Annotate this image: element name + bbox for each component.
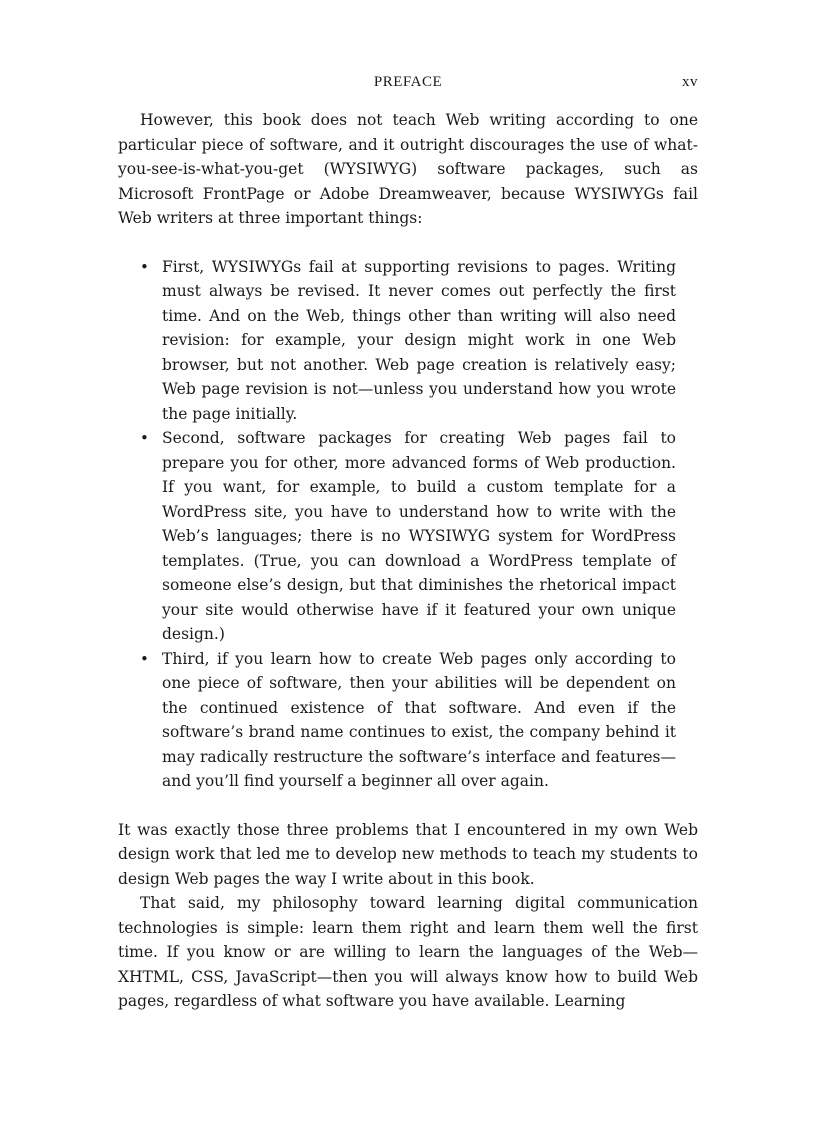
chapter-title: PREFACE	[373, 74, 443, 90]
paragraph-problems: It was exactly those three problems that I encountered in my own Web design work that led me to develop new methods to teach my students to design Web pages the way I write about in this book.	[118, 820, 698, 888]
paragraph-intro: However, this book does not teach Web writing according to one particular piece of software, and it outright discourages the use of what-you-see-is-what-you-get (WYSIWYG) software packages, such as Microsoft FrontPage or Adobe Dreamweaver, because WYSIWYGs fail Web writers at three important things:	[118, 111, 698, 227]
paragraph-philosophy: That said, my philosophy toward learning digital communication technologies is simple: learn them right and learn them well the first time. If you know or are willing to learn the languages of the Web—XHTML, CSS, JavaScript—then you will always know how to build Web pages, regardless of what software you have available. Learning	[118, 894, 698, 1010]
bullet-icon: •	[140, 649, 149, 668]
list-item	[140, 647, 676, 794]
list-item	[140, 255, 676, 427]
bullet-icon: •	[140, 257, 149, 276]
bullet-list	[118, 255, 698, 794]
list-item-text: Third, if you learn how to create Web pages only according to one piece of software, then your abilities will be dependent on the continued existence of that software. And even if the software’s brand name continues to exist, the company behind it may radically restructure the software’s interface and features—and you’ll find yourself a beginner all over again.	[162, 649, 676, 790]
running-head	[118, 74, 698, 96]
list-item	[140, 426, 676, 647]
page-number: xv	[682, 74, 698, 90]
list-item-text: Second, software packages for creating Web pages fail to prepare you for other, more advanced forms of Web production. If you want, for example, to build a custom template for a WordPress site, you have to understand how to write with the Web’s languages; there is no WYSIWYG system for WordPress templates. (True, you can download a WordPress template of someone else’s design, but that diminishes the rhetorical impact your site would otherwise have if it featured your own unique design.)	[162, 429, 676, 643]
list-item-text: First, WYSIWYGs fail at supporting revisions to pages. Writing must always be revised. It never comes out perfectly the first time. And on the Web, things other than writing will also need revision: for example, your design might work in one Web browser, but not another. Web page creation is relatively easy; Web page revision is not—unless you understand how you wrote the page initially.	[162, 257, 676, 423]
body-text	[118, 108, 698, 1014]
bullet-icon: •	[140, 429, 149, 447]
